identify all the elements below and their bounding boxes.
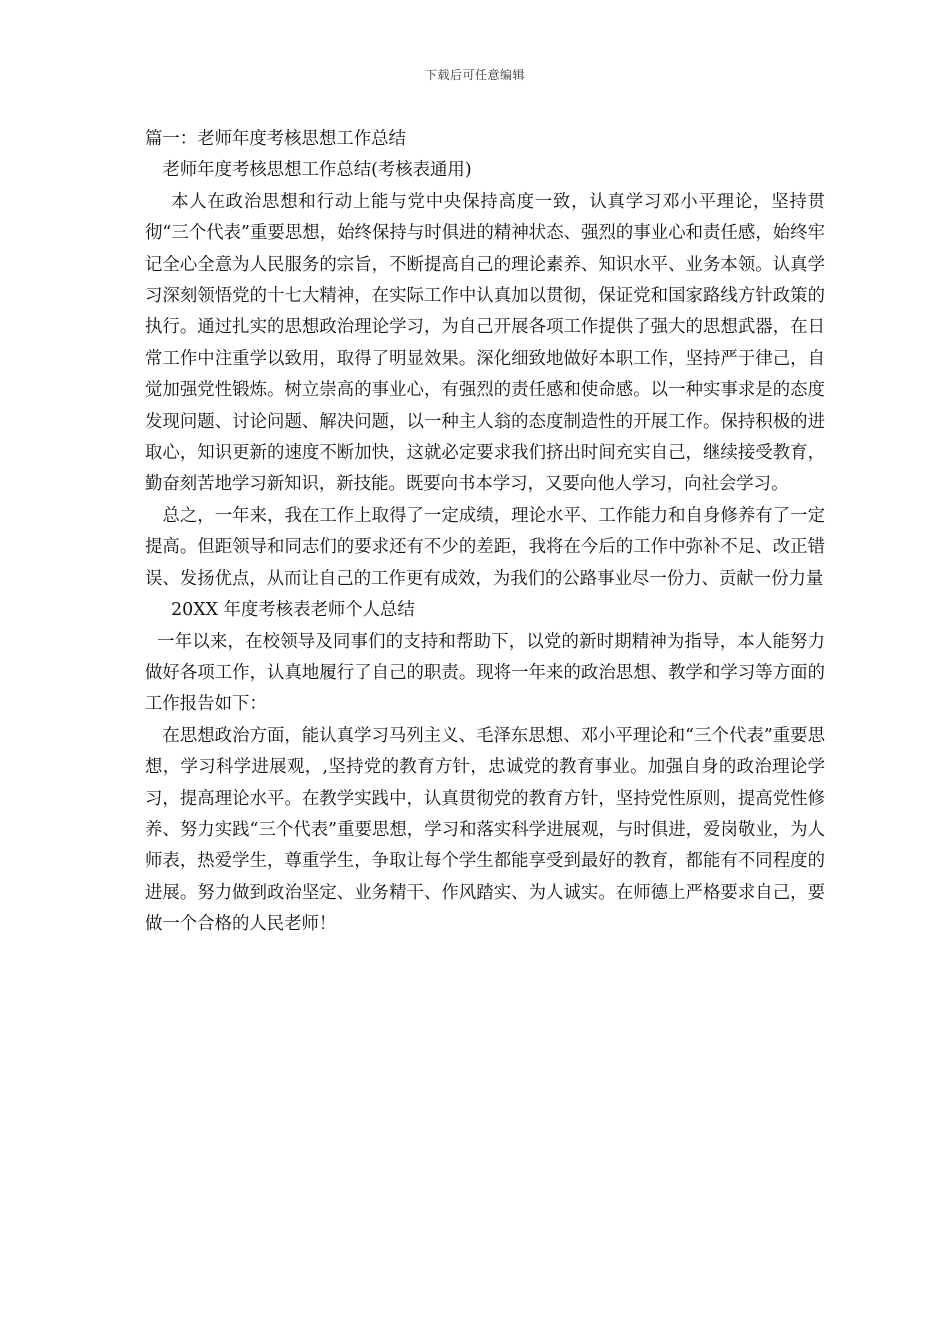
paragraph-1: 本人在政治思想和行动上能与党中央保持高度一致，认真学习邓小平理论，坚持贯彻“三个代表”重要思想，始终保持与时俱进的精神状态、强烈的事业心和责任感，始终牢记全心全意为人民服务的宗旨，不断提高自己的理论素养、知识水平、业务本领。认真学习深刻领悟党的十七大精神，在实际工作中认真加以贯彻，保证党和国家路线方针政策的执行。通过扎实的思想政治理论学习，为自己开展各项工作提供了强大的思想武器，在日常工作中注重学以致用，取得了明显效果。深化细致地做好本职工作，坚持严于律己，自觉加强党性锻炼。树立崇高的事业心，有强烈的责任感和使命感。以一种实事求是的态度发现问题、讨论问题、解决问题，以一种主人翁的态度制造性的开展工作。保持积极的进取心，知识更新的速度不断加快，这就必定要求我们挤出时间充实自己，继续接受教育，勤奋刻苦地学习新知识，新技能。既要向书本学习，又要向他人学习，向社会学习。 (145, 191, 825, 495)
paragraph-2: 总之，一年来，我在工作上取得了一定成绩，理论水平、工作能力和自身修养有了一定提高。但距领导和同志们的要求还有不少的差距，我将在今后的工作中弥补不足、改正错误、发扬优点，从而让自己的工作更有成效，为我们的公路事业尽一份力、贡献一份力量 (145, 505, 825, 589)
header-note: 下载后可任意编辑 (424, 68, 525, 82)
section-title: 20XX 年度考核表老师个人总结 (171, 600, 415, 621)
paragraph-4: 在思想政治方面，能认真学习马列主义、毛泽东思想、邓小平理论和“三个代表”重要思想，学习科学进展观，,坚持党的教育方针，忠诚党的教育事业。加强自身的政治理论学习，提高理论水平。在教学实践中，认真贯彻党的教育方针，坚持党性原则，提高党性修养、努力实践“三个代表”重要思想，学习和落实科学进展观，与时俱进，爱岗敬业，为人师表，热爱学生，尊重学生，争取让每个学生都能享受到最好的教育，都能有不同程度的进展。努力做到政治坚定、业务精干、作风踏实、为人诚实。在师德上严格要求自己，要做一个合格的人民老师！ (145, 725, 825, 935)
paragraph-3: 一年以来，在校领导及同事们的支持和帮助下，以党的新时期精神为指导，本人能努力做好各项工作，认真地履行了自己的职责。现将一年来的政治思想、教学和学习等方面的工作报告如下： (145, 631, 825, 715)
document-subtitle: 老师年度考核思想工作总结(考核表通用) (162, 160, 472, 181)
document-body (145, 124, 825, 941)
document-title: 篇一：老师年度考核思想工作总结 (145, 129, 406, 149)
